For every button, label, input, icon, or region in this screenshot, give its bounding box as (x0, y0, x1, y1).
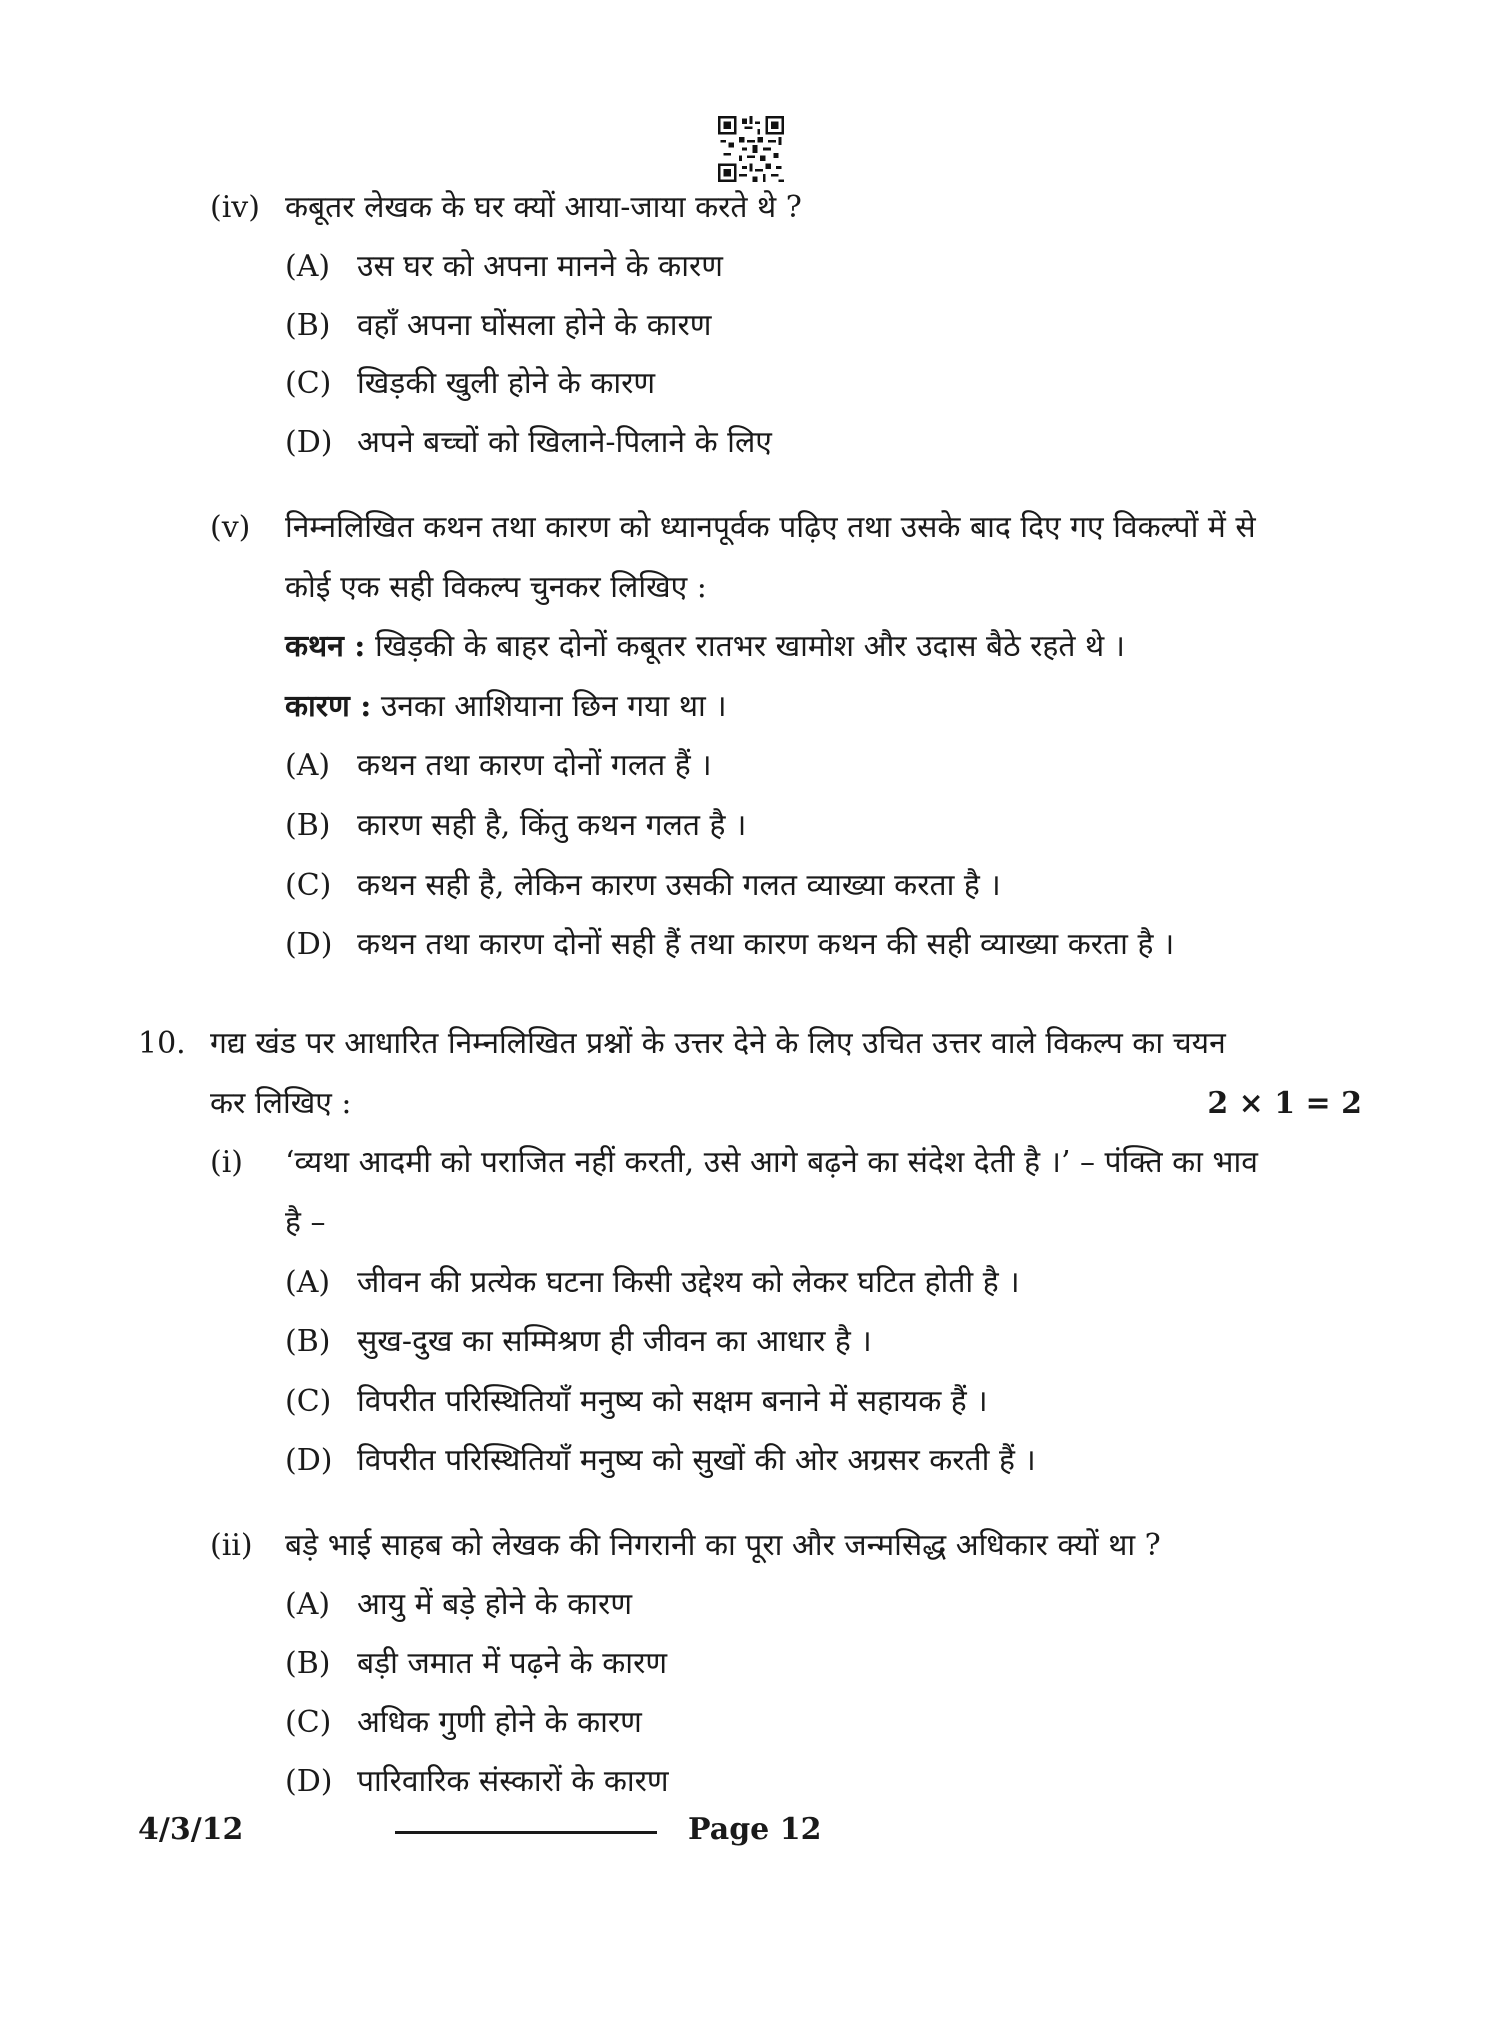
option-label: (B) (285, 1324, 331, 1359)
option-label: (D) (285, 1764, 333, 1799)
option-text: विपरीत परिस्थितियाँ मनुष्य को सुखों की ओर अग्रसर करती हैं । (357, 1443, 1036, 1478)
option-text: वहाँ अपना घोंसला होने के कारण (357, 308, 712, 343)
option-label: (B) (285, 808, 331, 843)
option-text: पारिवारिक संस्कारों के कारण (357, 1764, 669, 1799)
question-number: (iv) (210, 190, 260, 225)
option-text: कथन सही है, लेकिन कारण उसकी गलत व्याख्या करता है । (357, 868, 1001, 903)
reason-line (285, 687, 727, 727)
reason-label: कारण : (285, 689, 372, 724)
question-number: 10. (138, 1026, 186, 1061)
option-text: आयु में बड़े होने के कारण (357, 1587, 633, 1622)
option-label: (C) (285, 1384, 332, 1419)
option-text: कथन तथा कारण दोनों गलत हैं । (357, 748, 712, 783)
option-label: (A) (285, 748, 331, 783)
option-label: (C) (285, 366, 332, 401)
option-text: जीवन की प्रत्येक घटना किसी उद्देश्य को लेकर घटित होती है । (357, 1265, 1020, 1300)
option-text: अधिक गुणी होने के कारण (357, 1705, 642, 1740)
question-text: निम्नलिखित कथन तथा कारण को ध्यानपूर्वक पढ़िए तथा उसके बाद दिए गए विकल्पों में से (285, 510, 1256, 545)
option-label: (C) (285, 868, 332, 903)
question-text: है – (285, 1205, 326, 1240)
page-number: Page 12 (688, 1812, 822, 1847)
reason-text: उनका आशियाना छिन गया था । (380, 689, 727, 724)
marks-label: 2 × 1 = 2 (1207, 1086, 1362, 1121)
qr-code-icon (718, 116, 784, 182)
option-label: (D) (285, 927, 333, 962)
option-text: कारण सही है, किंतु कथन गलत है । (357, 808, 747, 843)
option-text: सुख-दुख का सम्मिश्रण ही जीवन का आधार है । (357, 1324, 872, 1359)
question-number: (ii) (210, 1528, 253, 1563)
assertion-text: खिड़की के बाहर दोनों कबूतर रातभर खामोश और उदास बैठे रहते थे । (374, 629, 1126, 664)
option-text: कथन तथा कारण दोनों सही हैं तथा कारण कथन की सही व्याख्या करता है । (357, 927, 1175, 962)
assertion-label: कथन : (285, 629, 366, 664)
question-number: (v) (210, 510, 251, 545)
option-label: (B) (285, 308, 331, 343)
option-label: (A) (285, 1265, 331, 1300)
footer-divider (395, 1831, 657, 1834)
instruction-text: गद्य खंड पर आधारित निम्नलिखित प्रश्नों के उत्तर देने के लिए उचित उत्तर वाले विकल्प का चयन (210, 1026, 1226, 1061)
question-text: बड़े भाई साहब को लेखक की निगरानी का पूरा और जन्मसिद्ध अधिकार क्यों था ? (285, 1528, 1161, 1563)
instruction-text: कर लिखिए : (210, 1086, 352, 1121)
option-label: (B) (285, 1646, 331, 1681)
question-number: (i) (210, 1145, 244, 1180)
question-text: कोई एक सही विकल्प चुनकर लिखिए : (285, 570, 707, 605)
question-text: ‘व्यथा आदमी को पराजित नहीं करती, उसे आगे बढ़ने का संदेश देती है ।’ – पंक्ति का भाव (285, 1145, 1258, 1180)
question-text: कबूतर लेखक के घर क्यों आया-जाया करते थे ? (285, 190, 802, 225)
option-label: (D) (285, 1443, 333, 1478)
option-text: विपरीत परिस्थितियाँ मनुष्य को सक्षम बनाने में सहायक हैं । (357, 1384, 988, 1419)
option-label: (C) (285, 1705, 332, 1740)
option-text: अपने बच्चों को खिलाने-पिलाने के लिए (357, 425, 772, 460)
option-text: उस घर को अपना मानने के कारण (357, 249, 723, 284)
option-text: बड़ी जमात में पढ़ने के कारण (357, 1646, 668, 1681)
option-label: (A) (285, 249, 331, 284)
option-label: (D) (285, 425, 333, 460)
assertion-line (285, 627, 1125, 667)
option-text: खिड़की खुली होने के कारण (357, 366, 656, 401)
option-label: (A) (285, 1587, 331, 1622)
paper-code: 4/3/12 (138, 1812, 244, 1847)
